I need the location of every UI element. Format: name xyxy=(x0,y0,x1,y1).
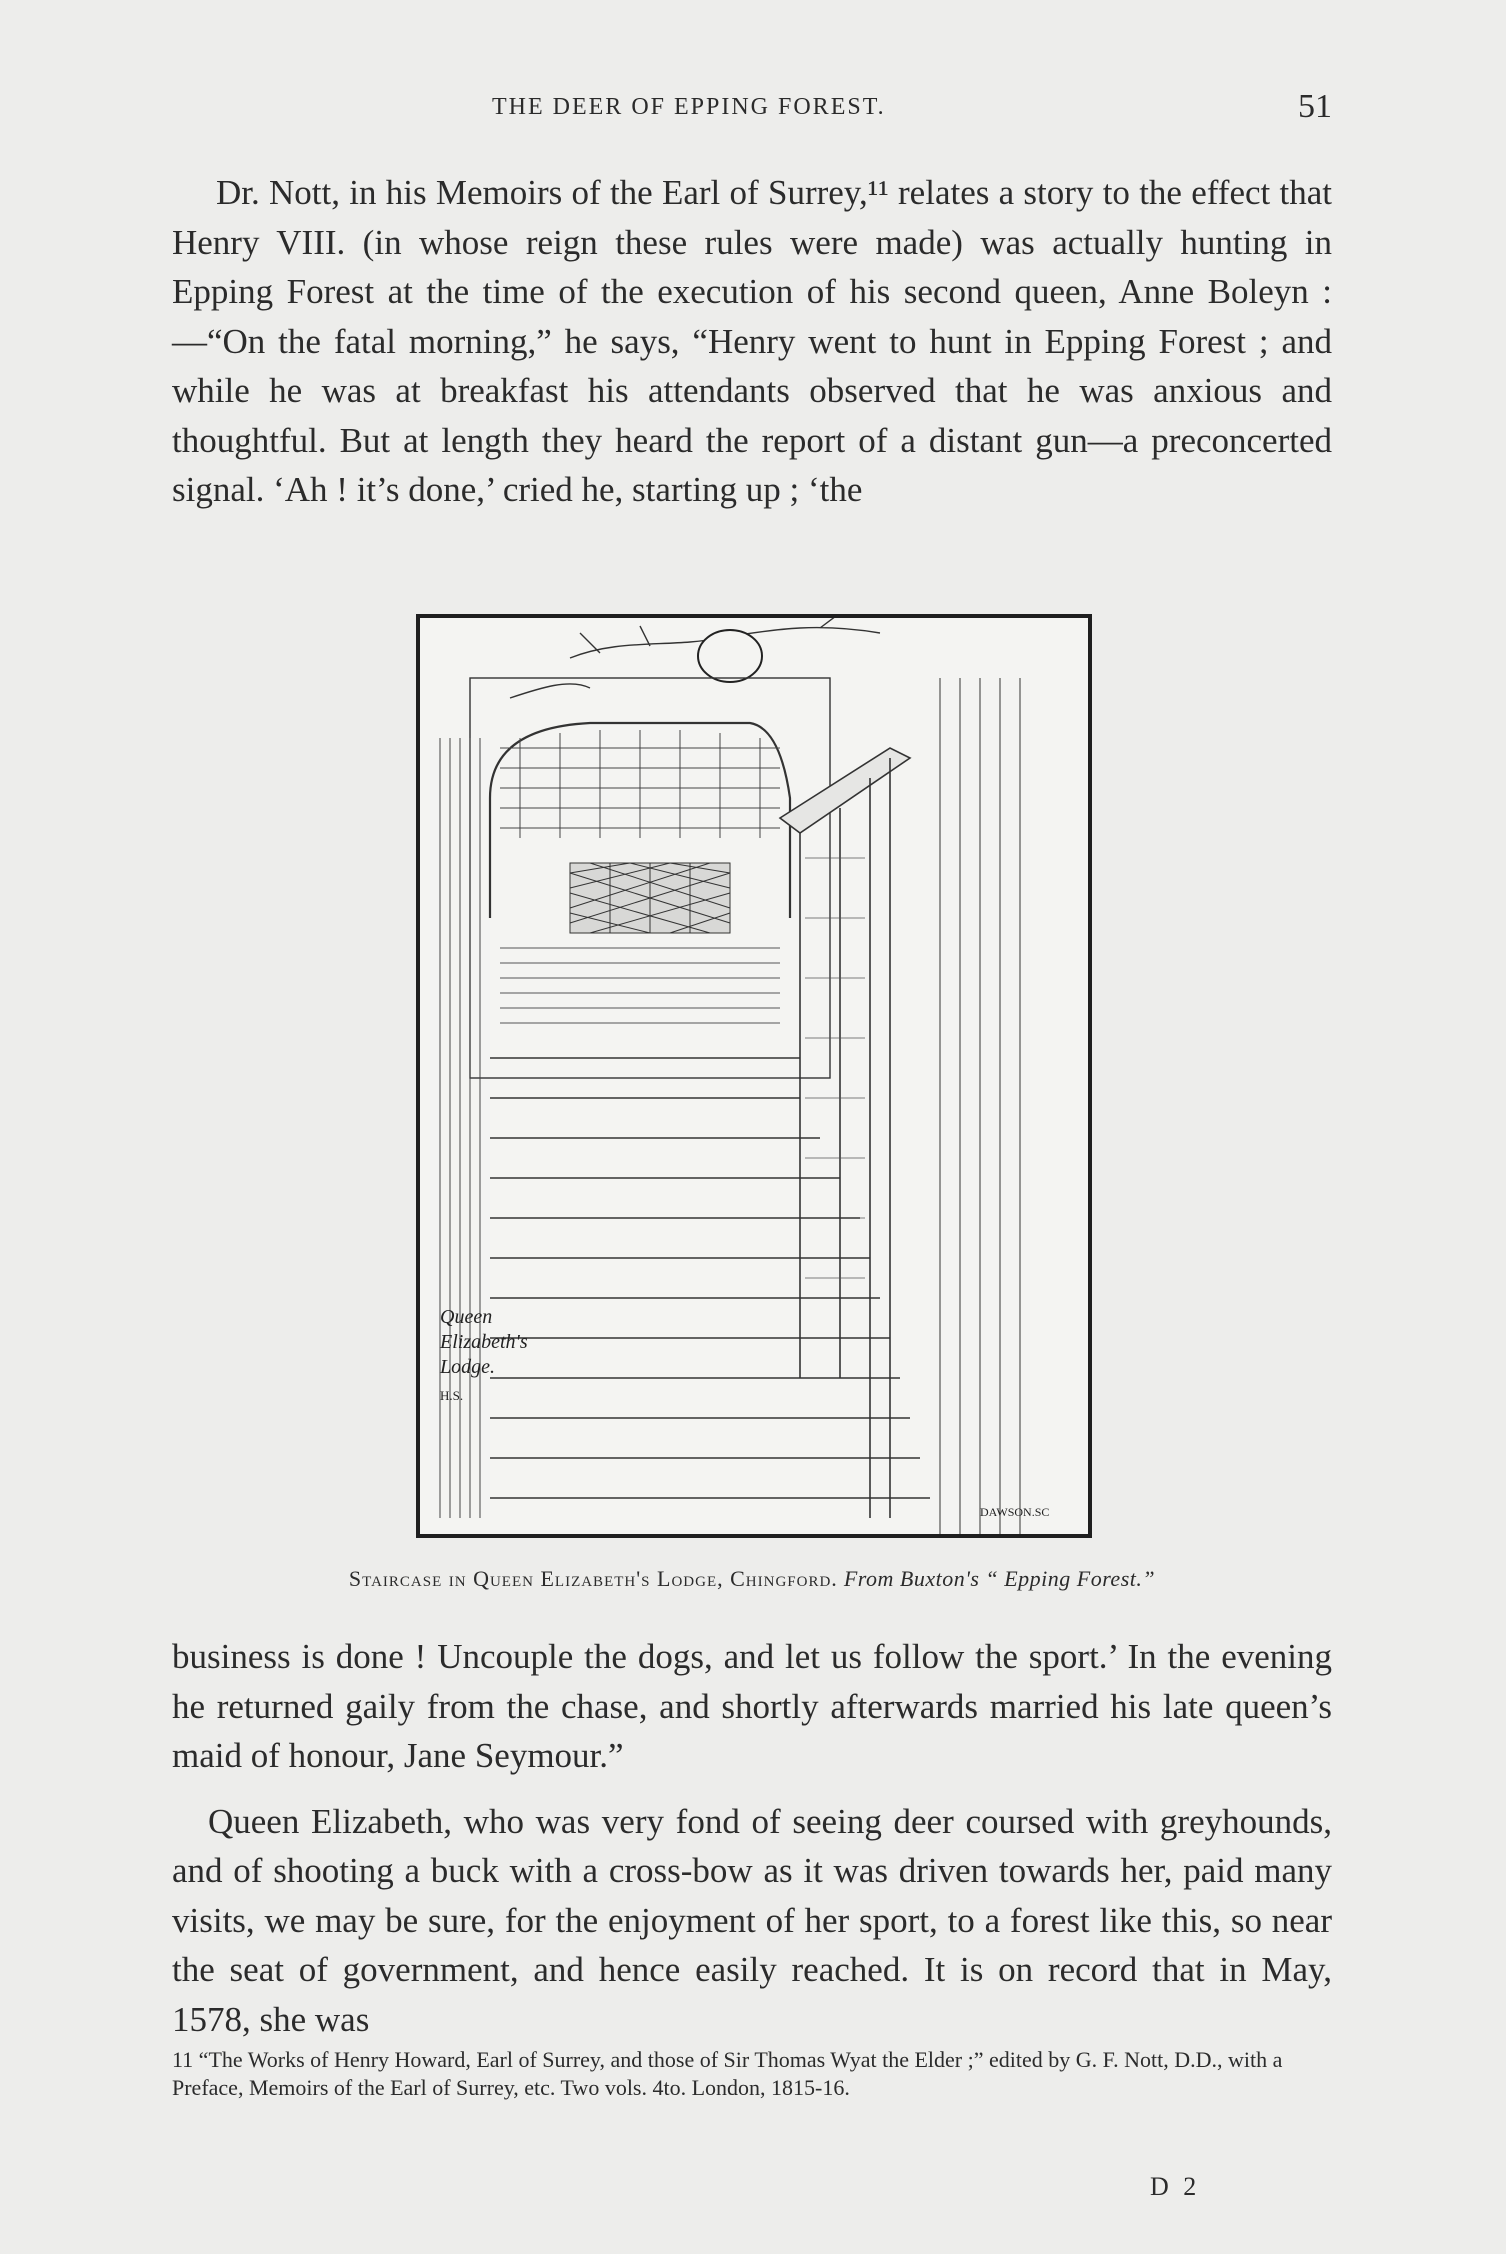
footnote xyxy=(172,2046,1332,2102)
staircase-illustration xyxy=(416,614,1092,1538)
caption-main: Staircase in Queen Elizabeth's Lodge, Chingford. xyxy=(348,1566,838,1591)
footnote-text: 11 “The Works of Henry Howard, Earl of Surrey, and those of Sir Thomas Wyat the Elder ;” edited by G. F. Nott, D.D., with a Preface, Memoirs of the Earl of Surrey, etc. Two vols. 4to. London, 1815-16. xyxy=(172,2047,1283,2100)
paragraph-text: Dr. Nott, in his Memoirs of the Earl of Surrey,¹¹ relates a story to the effect that Henry VIII. (in whose reign these rules were made) was actually hunting in Epping Forest at the time of the execution of his second queen, Anne Boleyn :—“On the fatal morning,” he says, “Henry went to hunt in Epping Forest ; and while he was at breakfast his attendants observed that he was anxious and thoughtful. But at length they heard the report of a distant gun—a preconcerted signal. ‘Ah ! it’s done,’ cried he, starting up ; ‘the xyxy=(172,173,1332,509)
engraver-signature: DAWSON.SC xyxy=(980,1505,1050,1519)
stag-skull-icon xyxy=(698,630,762,682)
paragraph-text: Queen Elizabeth, who was very fond of seeing deer coursed with greyhounds, and of shooting a buck with a cross-bow as it was driven towards her, paid many visits, we may be sure, for the enjoyment of her sport, to a forest like this, so near the seat of government, and hence easily reached. It is on record that in May, 1578, she was xyxy=(172,1801,1332,2039)
figure-caption xyxy=(172,1566,1332,1592)
caption-source: From Buxton's “ Epping Forest.” xyxy=(843,1566,1156,1591)
inscription-line3: Lodge. xyxy=(440,1356,495,1378)
running-head: THE DEER OF EPPING FOREST. xyxy=(492,94,886,120)
paragraph-nott-story xyxy=(172,168,1332,515)
inscription-line2: Elizabeth's xyxy=(440,1331,528,1353)
paragraph-continuation xyxy=(172,1632,1332,2044)
paragraph-text: business is done ! Uncouple the dogs, and let us follow the sport.’ In the evening he returned gaily from the chase, and shortly afterwards married his late queen’s maid of honour, Jane Seymour.” xyxy=(172,1637,1332,1775)
inscription-line1: Queen xyxy=(440,1306,493,1328)
artist-initials: H.S. xyxy=(440,1388,464,1403)
page-number: 51 xyxy=(1298,88,1332,125)
signature-mark: D 2 xyxy=(1150,2172,1201,2201)
page-header xyxy=(172,88,1332,128)
